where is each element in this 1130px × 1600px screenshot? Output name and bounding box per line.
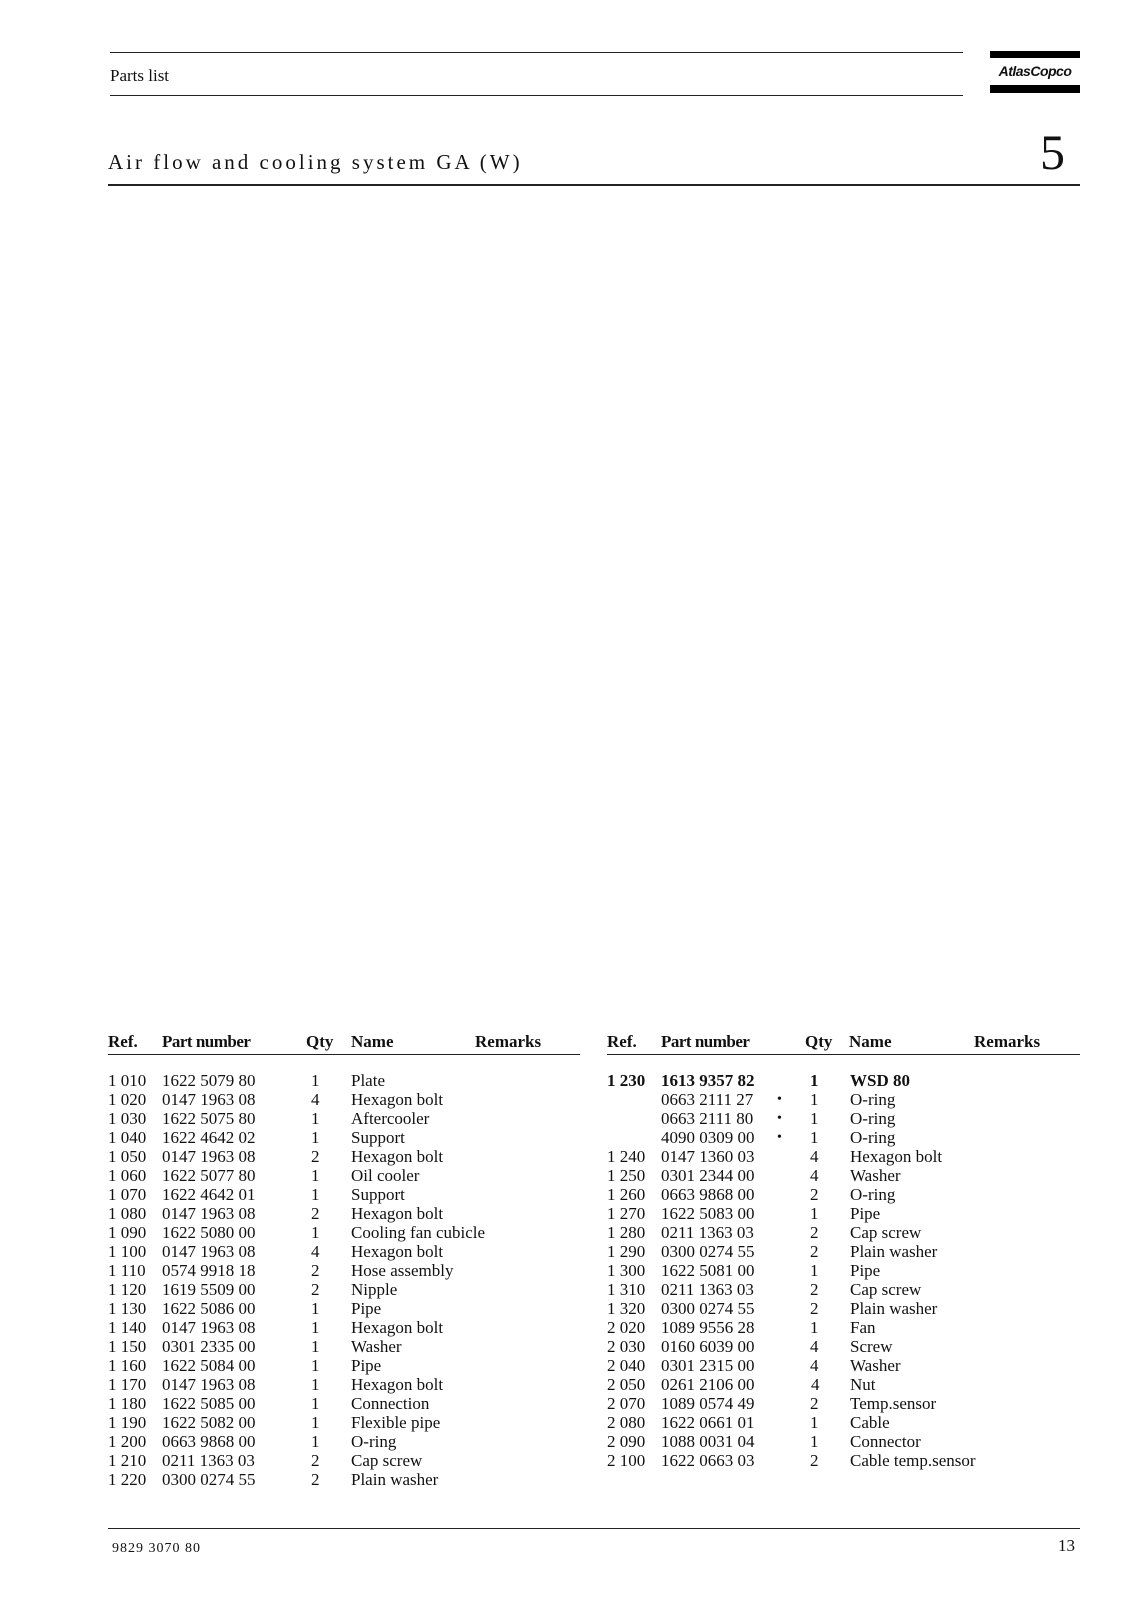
row-ref: 2 050: [607, 1375, 646, 1394]
row-qty: 1: [810, 1090, 819, 1109]
table-row: [108, 1337, 578, 1356]
row-qty: 1: [810, 1128, 819, 1147]
row-name: Pipe: [351, 1356, 382, 1375]
row-name: Oil cooler: [351, 1166, 420, 1185]
row-qty: 1: [810, 1261, 819, 1280]
row-part-number: 1622 0663 03: [661, 1451, 755, 1470]
row-qty: 2: [810, 1223, 819, 1242]
table-row: [108, 1223, 578, 1242]
row-name: Hexagon bolt: [351, 1375, 444, 1394]
row-marker: •: [777, 1130, 782, 1145]
row-part-number: 1622 5081 00: [661, 1261, 755, 1280]
table-row: [607, 1109, 1077, 1128]
table-row: [607, 1223, 1077, 1242]
row-ref: 1 180: [108, 1394, 147, 1413]
row-name: Support: [351, 1128, 405, 1147]
row-qty: 1: [311, 1432, 320, 1451]
row-part-number: 0663 9868 00: [661, 1185, 755, 1204]
row-part-number: 0211 1363 03: [162, 1451, 255, 1470]
right-col-name-header: Name: [849, 1032, 892, 1051]
row-part-number: 0663 9868 00: [162, 1432, 256, 1451]
row-ref: 1 320: [607, 1299, 646, 1318]
row-name: Screw: [850, 1337, 893, 1356]
right-header-rule: [607, 1054, 1080, 1055]
row-ref: 1 170: [108, 1375, 147, 1394]
row-qty: 1: [810, 1204, 819, 1223]
row-name: Cable temp.sensor: [850, 1451, 976, 1470]
row-part-number: 1088 0031 04: [661, 1432, 755, 1451]
row-ref: 1 010: [108, 1071, 147, 1090]
left-header-rule: [108, 1054, 580, 1055]
row-ref: 1 210: [108, 1451, 147, 1470]
row-name: Plain washer: [850, 1299, 938, 1318]
table-row: [108, 1451, 578, 1470]
row-part-number: 0300 0274 55: [661, 1242, 755, 1261]
row-name: Nipple: [351, 1280, 398, 1299]
row-name: Hexagon bolt: [351, 1090, 444, 1109]
row-part-number: 0301 2344 00: [661, 1166, 755, 1185]
table-row: [607, 1242, 1077, 1261]
row-part-number: 0663 2111 27: [661, 1090, 754, 1109]
row-part-number: 0261 2106 00: [661, 1375, 755, 1394]
table-row: [607, 1280, 1077, 1299]
row-part-number: 1089 0574 49: [661, 1394, 755, 1413]
row-qty: 1: [311, 1128, 320, 1147]
right-col-qty-header: Qty: [805, 1032, 833, 1051]
row-part-number: 1622 5075 80: [162, 1109, 256, 1128]
row-part-number: 1622 5080 00: [162, 1223, 256, 1242]
left-col-ref-header: Ref.: [108, 1032, 138, 1051]
row-ref: 1 080: [108, 1204, 147, 1223]
table-row: [108, 1261, 578, 1280]
row-qty: 2: [810, 1451, 819, 1470]
row-qty: 4: [810, 1166, 819, 1185]
row-qty: 1: [311, 1318, 320, 1337]
row-name: Plain washer: [351, 1470, 439, 1489]
left-col-part-header: Part number: [162, 1032, 251, 1051]
table-row: [607, 1204, 1077, 1223]
row-name: Cooling fan cubicle: [351, 1223, 486, 1242]
footer-rule: [108, 1528, 1080, 1529]
row-ref: 1 220: [108, 1470, 147, 1489]
row-part-number: 4090 0309 00: [661, 1128, 755, 1147]
row-marker: •: [777, 1111, 782, 1126]
row-part-number: 1622 5079 80: [162, 1071, 256, 1090]
row-part-number: 1622 5082 00: [162, 1413, 256, 1432]
table-row: [607, 1090, 1077, 1109]
row-part-number: 1613 9357 82: [661, 1071, 755, 1090]
row-name: Hexagon bolt: [850, 1147, 943, 1166]
row-qty: 2: [311, 1470, 320, 1489]
table-row: [607, 1318, 1077, 1337]
row-name: Connection: [351, 1394, 430, 1413]
row-ref: 2 030: [607, 1337, 646, 1356]
row-part-number: 0147 1963 08: [162, 1242, 256, 1261]
row-name: O-ring: [850, 1185, 896, 1204]
row-part-number: 0300 0274 55: [661, 1299, 755, 1318]
table-row: [108, 1071, 578, 1090]
row-ref: 1 310: [607, 1280, 646, 1299]
row-part-number: 1622 4642 01: [162, 1185, 256, 1204]
row-part-number: 0300 0274 55: [162, 1470, 256, 1489]
row-name: Pipe: [351, 1299, 382, 1318]
table-row: [607, 1432, 1077, 1451]
table-row: [108, 1280, 578, 1299]
row-qty: 1: [810, 1109, 819, 1128]
row-name: Plate: [351, 1071, 385, 1090]
row-ref: 1 260: [607, 1185, 646, 1204]
row-part-number: 1622 5086 00: [162, 1299, 256, 1318]
document-number: 9829 3070 80: [112, 1541, 201, 1556]
table-row: [108, 1394, 578, 1413]
row-name: Cap screw: [850, 1223, 922, 1242]
section-number: 5: [1040, 124, 1065, 180]
header-label: Parts list: [110, 66, 170, 85]
row-name: Hexagon bolt: [351, 1242, 444, 1261]
row-part-number: 1622 4642 02: [162, 1128, 256, 1147]
row-ref: 1 020: [108, 1090, 147, 1109]
row-ref: 1 190: [108, 1413, 147, 1432]
table-row: [607, 1185, 1077, 1204]
row-ref: 2 070: [607, 1394, 646, 1413]
row-ref: 1 050: [108, 1147, 147, 1166]
row-ref: 1 240: [607, 1147, 646, 1166]
row-qty: 1: [311, 1394, 320, 1413]
row-part-number: 0147 1963 08: [162, 1318, 256, 1337]
row-name: Cap screw: [850, 1280, 922, 1299]
row-ref: 2 080: [607, 1413, 646, 1432]
row-part-number: 1619 5509 00: [162, 1280, 256, 1299]
row-ref: 2 100: [607, 1451, 646, 1470]
row-qty: 4: [810, 1147, 819, 1166]
row-part-number: 1622 5077 80: [162, 1166, 256, 1185]
row-name: Pipe: [850, 1204, 881, 1223]
row-name: O-ring: [351, 1432, 397, 1451]
row-qty: 1: [810, 1071, 819, 1090]
row-part-number: 0663 2111 80: [661, 1109, 754, 1128]
table-row: [108, 1185, 578, 1204]
row-part-number: 0301 2315 00: [661, 1356, 755, 1375]
table-row: [607, 1166, 1077, 1185]
row-ref: 1 300: [607, 1261, 646, 1280]
table-row: [108, 1470, 578, 1489]
row-name: Nut: [850, 1375, 876, 1394]
page-number: 13: [1058, 1536, 1075, 1555]
row-ref: 1 130: [108, 1299, 147, 1318]
row-ref: 1 030: [108, 1109, 147, 1128]
row-ref: 1 270: [607, 1204, 646, 1223]
row-qty: 1: [311, 1071, 320, 1090]
row-name: Washer: [351, 1337, 402, 1356]
table-row: [108, 1090, 578, 1109]
row-qty: 4: [311, 1242, 320, 1261]
row-ref: 1 060: [108, 1166, 147, 1185]
row-ref: 1 070: [108, 1185, 147, 1204]
row-qty: 1: [311, 1337, 320, 1356]
row-ref: 1 290: [607, 1242, 646, 1261]
row-name: Flexible pipe: [351, 1413, 441, 1432]
row-qty: 2: [810, 1299, 819, 1318]
row-part-number: 0147 1963 08: [162, 1147, 256, 1166]
table-row: [108, 1166, 578, 1185]
row-part-number: 1622 0661 01: [661, 1413, 755, 1432]
row-qty: 1: [311, 1166, 320, 1185]
row-qty: 4: [811, 1375, 820, 1394]
row-name: Aftercooler: [351, 1109, 430, 1128]
table-row: [108, 1356, 578, 1375]
row-ref: 1 100: [108, 1242, 147, 1261]
row-qty: 2: [810, 1185, 819, 1204]
row-qty: 1: [311, 1299, 320, 1318]
section-rule: [108, 184, 1080, 186]
row-part-number: 0160 6039 00: [661, 1337, 755, 1356]
row-part-number: 1622 5084 00: [162, 1356, 256, 1375]
row-qty: 1: [311, 1109, 320, 1128]
row-qty: 4: [810, 1356, 819, 1375]
table-row: [108, 1109, 578, 1128]
row-name: Temp.sensor: [850, 1394, 937, 1413]
row-qty: 1: [311, 1223, 320, 1242]
table-row: [108, 1242, 578, 1261]
row-ref: 1 250: [607, 1166, 646, 1185]
header-bottom-rule: [110, 95, 963, 96]
row-ref: 1 150: [108, 1337, 147, 1356]
table-row: [607, 1394, 1077, 1413]
row-qty: 4: [311, 1090, 320, 1109]
row-part-number: 1622 5083 00: [661, 1204, 755, 1223]
row-qty: 2: [810, 1280, 819, 1299]
row-name: O-ring: [850, 1109, 896, 1128]
row-marker: •: [777, 1092, 782, 1107]
row-name: WSD 80: [850, 1071, 910, 1090]
row-part-number: 0211 1363 03: [661, 1223, 754, 1242]
row-qty: 2: [810, 1394, 819, 1413]
row-ref: 2 020: [607, 1318, 646, 1337]
section-title: Air flow and cooling system GA (W): [108, 150, 523, 174]
row-ref: 1 280: [607, 1223, 646, 1242]
table-row: [607, 1413, 1077, 1432]
row-name: Support: [351, 1185, 405, 1204]
row-qty: 2: [311, 1451, 320, 1470]
row-ref: 1 160: [108, 1356, 147, 1375]
row-name: Washer: [850, 1356, 901, 1375]
row-qty: 1: [810, 1413, 819, 1432]
row-part-number: 0147 1360 03: [661, 1147, 755, 1166]
atlas-copco-logo: [990, 51, 1080, 93]
row-name: O-ring: [850, 1090, 896, 1109]
row-qty: 4: [810, 1337, 819, 1356]
table-row: [607, 1375, 1077, 1394]
table-row: [108, 1318, 578, 1337]
row-name: Cap screw: [351, 1451, 423, 1470]
row-qty: 1: [311, 1413, 320, 1432]
row-qty: 2: [311, 1261, 320, 1280]
row-qty: 2: [311, 1204, 320, 1223]
table-row: [607, 1337, 1077, 1356]
row-part-number: 0147 1963 08: [162, 1375, 256, 1394]
row-name: Washer: [850, 1166, 901, 1185]
row-part-number: 0574 9918 18: [162, 1261, 256, 1280]
header-top-rule: [110, 52, 963, 53]
table-row: [108, 1375, 578, 1394]
row-ref: 1 040: [108, 1128, 147, 1147]
row-qty: 2: [810, 1242, 819, 1261]
table-row: [108, 1204, 578, 1223]
left-col-name-header: Name: [351, 1032, 394, 1051]
row-part-number: 0301 2335 00: [162, 1337, 256, 1356]
right-col-remarks-header: Remarks: [974, 1032, 1041, 1051]
row-ref: 1 140: [108, 1318, 147, 1337]
table-row: [607, 1147, 1077, 1166]
table-row: [108, 1128, 578, 1147]
row-part-number: 0147 1963 08: [162, 1204, 256, 1223]
left-col-qty-header: Qty: [306, 1032, 334, 1051]
row-ref: 2 090: [607, 1432, 646, 1451]
row-ref: 1 200: [108, 1432, 147, 1451]
right-col-ref-header: Ref.: [607, 1032, 637, 1051]
left-col-remarks-header: Remarks: [475, 1032, 542, 1051]
table-row: [108, 1147, 578, 1166]
row-part-number: 1089 9556 28: [661, 1318, 755, 1337]
row-ref: 2 040: [607, 1356, 646, 1375]
row-qty: 2: [311, 1147, 320, 1166]
table-row: [607, 1071, 1077, 1090]
row-part-number: 0211 1363 03: [661, 1280, 754, 1299]
row-qty: 1: [810, 1318, 819, 1337]
row-name: Hose assembly: [351, 1261, 454, 1280]
row-qty: 1: [810, 1432, 819, 1451]
row-ref: 1 120: [108, 1280, 147, 1299]
row-qty: 1: [311, 1185, 320, 1204]
row-qty: 1: [311, 1375, 320, 1394]
table-row: [607, 1299, 1077, 1318]
row-part-number: 0147 1963 08: [162, 1090, 256, 1109]
row-qty: 2: [311, 1280, 320, 1299]
table-row: [607, 1356, 1077, 1375]
row-qty: 1: [311, 1356, 320, 1375]
right-col-part-header: Part number: [661, 1032, 750, 1051]
row-name: Fan: [850, 1318, 876, 1337]
row-ref: 1 090: [108, 1223, 147, 1242]
table-row: [108, 1413, 578, 1432]
table-row: [607, 1261, 1077, 1280]
row-name: Cable: [850, 1413, 890, 1432]
row-name: Plain washer: [850, 1242, 938, 1261]
logo-text: AtlasCopco: [998, 63, 1072, 79]
table-row: [607, 1128, 1077, 1147]
row-name: Connector: [850, 1432, 921, 1451]
row-name: Hexagon bolt: [351, 1204, 444, 1223]
table-row: [108, 1299, 578, 1318]
row-part-number: 1622 5085 00: [162, 1394, 256, 1413]
row-name: Hexagon bolt: [351, 1318, 444, 1337]
row-ref: 1 110: [108, 1261, 146, 1280]
table-row: [607, 1451, 1077, 1470]
table-row: [108, 1432, 578, 1451]
row-name: Hexagon bolt: [351, 1147, 444, 1166]
row-ref: 1 230: [607, 1071, 646, 1090]
row-name: O-ring: [850, 1128, 896, 1147]
row-name: Pipe: [850, 1261, 881, 1280]
